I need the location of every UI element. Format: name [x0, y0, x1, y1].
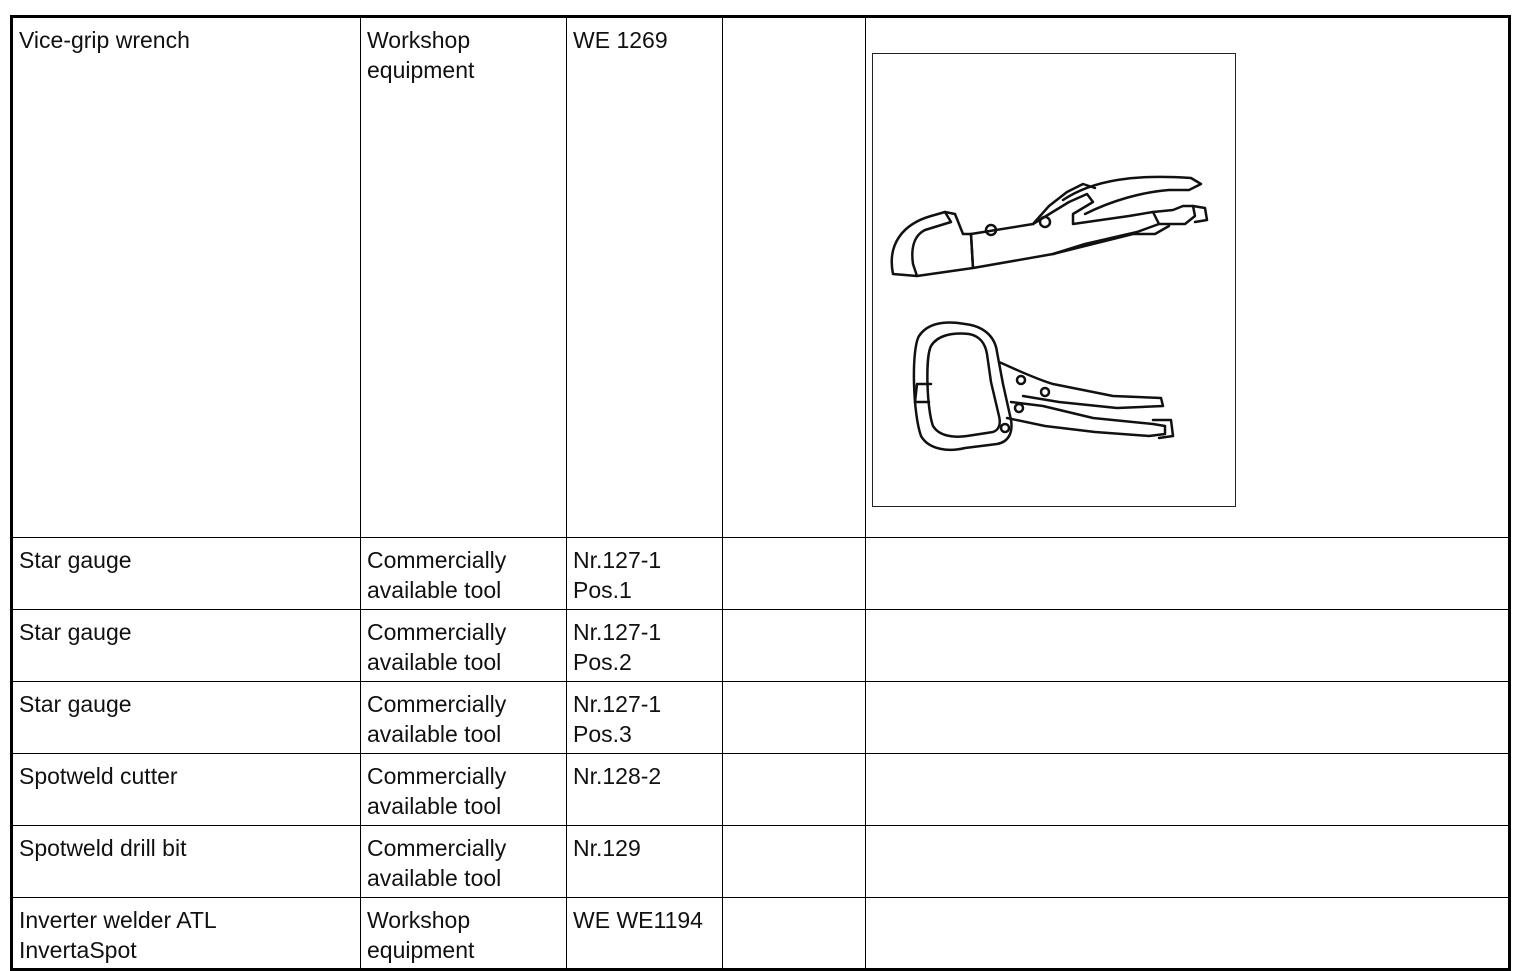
tool-number-cell: Nr.127-1 Pos.2	[567, 610, 723, 682]
tool-number-cell: Nr.129	[567, 826, 723, 898]
tool-type-cell: Commercially available tool	[361, 682, 567, 754]
empty-cell	[723, 682, 866, 754]
tool-image-cell	[866, 610, 1510, 682]
tool-number-cell: Nr.127-1 Pos.1	[567, 538, 723, 610]
tool-type-cell: Workshop equipment	[361, 17, 567, 538]
tool-image-cell	[866, 826, 1510, 898]
vice-grip-wrench-illustration	[872, 53, 1236, 507]
tool-number-cell: Nr.128-2	[567, 754, 723, 826]
tool-type-cell: Commercially available tool	[361, 538, 567, 610]
table-row	[12, 17, 1510, 538]
tool-name-cell: Spotweld cutter	[12, 754, 361, 826]
table-row	[12, 826, 1510, 898]
tool-type-cell: Commercially available tool	[361, 754, 567, 826]
tool-name-cell: Star gauge	[12, 610, 361, 682]
empty-cell	[723, 538, 866, 610]
tool-type-cell: Commercially available tool	[361, 610, 567, 682]
empty-cell	[723, 754, 866, 826]
tool-name-cell: Spotweld drill bit	[12, 826, 361, 898]
empty-cell	[723, 826, 866, 898]
tool-name-cell: Star gauge	[12, 682, 361, 754]
tool-name-cell: Vice-grip wrench	[12, 17, 361, 538]
tool-image-cell	[866, 682, 1510, 754]
tool-name-cell: Inverter welder ATL InvertaSpot	[12, 898, 361, 970]
tool-number-cell: WE WE1194	[567, 898, 723, 970]
empty-cell	[723, 17, 866, 538]
tool-number-cell: WE 1269	[567, 17, 723, 538]
tools-table	[10, 15, 1511, 971]
table-row	[12, 610, 1510, 682]
tool-image-cell	[866, 754, 1510, 826]
table-row	[12, 754, 1510, 826]
empty-cell	[723, 610, 866, 682]
tool-image-cell	[866, 538, 1510, 610]
table-row	[12, 682, 1510, 754]
tool-name-cell: Star gauge	[12, 538, 361, 610]
tool-type-cell: Workshop equipment	[361, 898, 567, 970]
table-row	[12, 538, 1510, 610]
tool-type-cell: Commercially available tool	[361, 826, 567, 898]
tool-number-cell: Nr.127-1 Pos.3	[567, 682, 723, 754]
tool-image-cell	[866, 17, 1510, 538]
